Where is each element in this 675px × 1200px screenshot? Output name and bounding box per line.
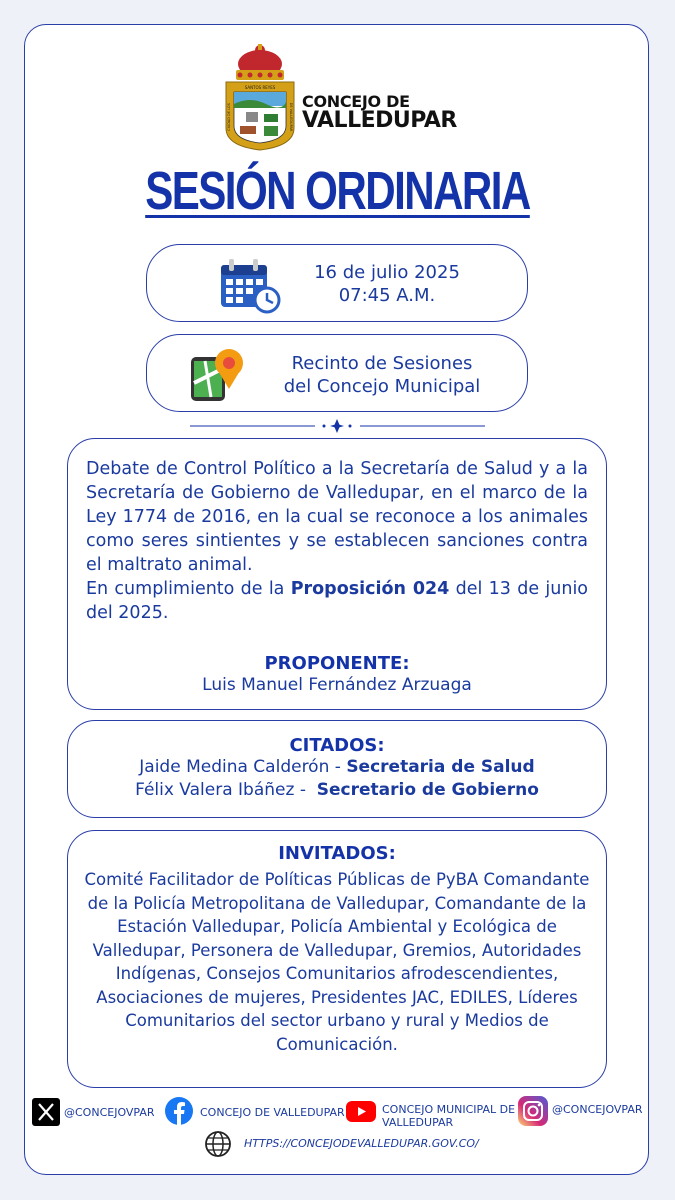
place-pill bbox=[146, 334, 528, 412]
x-handle[interactable]: @CONCEJOVPAR bbox=[64, 1106, 155, 1119]
place-text bbox=[257, 352, 507, 398]
date-text bbox=[267, 261, 507, 307]
proponente-section bbox=[68, 653, 606, 697]
instagram-icon[interactable] bbox=[518, 1096, 548, 1126]
topic-box bbox=[67, 438, 607, 710]
x-icon[interactable] bbox=[32, 1098, 60, 1126]
org-logo bbox=[220, 42, 460, 152]
page-title: SESIÓN ORDINARIA bbox=[145, 161, 530, 221]
crown-icon bbox=[236, 44, 284, 80]
youtube-icon[interactable] bbox=[346, 1101, 376, 1122]
crest-icon bbox=[220, 42, 300, 152]
proponente-name: Luis Manuel Fernández Arzuaga bbox=[202, 675, 472, 695]
invitados-list: Comité Facilitador de Políticas Públicas de PyBA Comandante de la Policía Metropolitana de Valledupar, Comandante de la Estación Valledupar, Policía Ambiental y Ecológica de Valledupar, Personera de Valledupar, Gremios, Autoridades Indígenas, Consejos Comunitarios afrodescendientes, Asociaciones de mujeres, Presidentes JAC, EDILES, Líderes Comunitarios del sector urbano y rural y Medios de Comunicación. bbox=[84, 870, 590, 1054]
svg-text:SANTOS REYES: SANTOS REYES bbox=[244, 85, 276, 90]
date-time: 07:45 A.M. bbox=[338, 285, 436, 306]
citados-box bbox=[67, 720, 607, 818]
sparkle-divider bbox=[190, 418, 485, 434]
instagram-handle[interactable]: @CONCEJOVPAR bbox=[552, 1103, 643, 1116]
facebook-page[interactable]: CONCEJO DE VALLEDUPAR bbox=[200, 1106, 345, 1119]
invitados-box bbox=[67, 830, 607, 1088]
date-pill bbox=[146, 244, 528, 322]
svg-text:CIUDAD DE LOS: CIUDAD DE LOS bbox=[227, 103, 231, 131]
globe-icon bbox=[204, 1130, 232, 1158]
date-day: 16 de julio 2025 bbox=[314, 262, 460, 283]
citados-heading: CITADOS: bbox=[289, 735, 385, 756]
org-name-line1: CONCEJO DE bbox=[302, 92, 410, 111]
citado-item: Félix Valera Ibáñez - Secretario de Gobierno bbox=[135, 780, 539, 800]
org-name-line2: VALLEDUPAR bbox=[302, 108, 457, 133]
place-line2: del Concejo Municipal bbox=[283, 376, 481, 397]
proponente-heading: PROPONENTE: bbox=[264, 653, 410, 674]
proposition-number: Proposición 024 bbox=[290, 579, 450, 599]
invitados-heading: INVITADOS: bbox=[278, 843, 396, 864]
place-line1: Recinto de Sesiones bbox=[291, 353, 473, 374]
map-pin-icon bbox=[187, 343, 249, 405]
facebook-icon[interactable] bbox=[164, 1096, 194, 1126]
youtube-channel[interactable]: CONCEJO MUNICIPAL DE VALLEDUPAR bbox=[382, 1103, 516, 1129]
website-link[interactable]: HTTPS://CONCEJODEVALLEDUPAR.GOV.CO/ bbox=[244, 1137, 479, 1150]
citado-item: Jaide Medina Calderón - Secretaria de Salud bbox=[139, 757, 535, 777]
svg-text:DE VALLEDUPAR: DE VALLEDUPAR bbox=[289, 102, 293, 132]
topic-description: Debate de Control Político a la Secretaría de Salud y a la Secretaría de Gobierno de Valledupar, en el marco de la Ley 1774 de 2016, en la cual se reconoce a los animales como seres sintientes y se establecen sanciones contra el maltrato animal. En cumplimiento de la Proposición 024 del 13 de junio del 2025. bbox=[86, 459, 589, 623]
